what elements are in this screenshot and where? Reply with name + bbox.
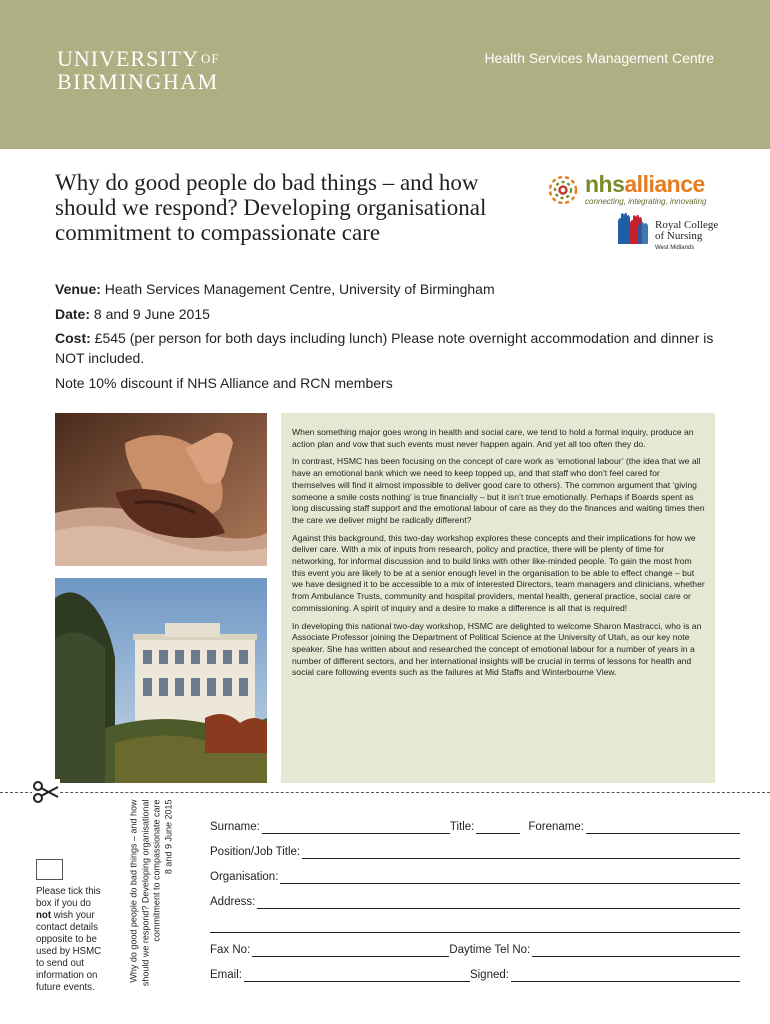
form-row-phone (210, 941, 740, 957)
opt-out-line: opposite to be (36, 934, 97, 945)
university-logo (57, 48, 220, 94)
venue-label: Venue: (55, 281, 101, 297)
form-row-position (210, 843, 740, 859)
title-field[interactable] (476, 821, 520, 834)
page-title: Why do good people do bad things – and how should we respond? Developing organisational commitment to compassionate care (55, 170, 487, 245)
date-value: 8 and 9 June 2015 (90, 306, 210, 322)
description-paragraph-1: When something major goes wrong in health and social care, we tend to hold a formal inquiry, produce an action plan and vow that such events must never happen again. And yet all too often they do. (292, 427, 694, 449)
daytime-tel-field[interactable] (532, 944, 740, 957)
university-name-line2: BIRMINGHAM (57, 69, 219, 94)
opt-out-line: box if you do (36, 898, 91, 909)
forename-field[interactable] (586, 821, 740, 834)
scissors-icon (32, 779, 60, 805)
cost-value: £545 (per person for both days including lunch) Please note overnight accommodation and dinner is NOT included. (55, 330, 714, 366)
signed-label: Signed: (469, 969, 509, 981)
nhs-alliance-emblem-icon (545, 172, 581, 208)
opt-out-line: Please tick this (36, 886, 101, 897)
form-row-address-2 (210, 917, 740, 933)
surname-label: Surname: (210, 821, 260, 833)
rotated-line: should we respond? Developing organisational (140, 799, 150, 987)
form-row-organisation (210, 868, 740, 884)
form-row-names (210, 818, 740, 834)
cost-line (55, 328, 725, 368)
nhs-alliance-logo-text (585, 172, 705, 196)
rotated-line: Why do good people do bad things – and how (128, 799, 139, 983)
date-line (55, 304, 725, 324)
rotated-line: commitment to compassionate care (151, 799, 162, 942)
opt-out-line: to send out (36, 958, 84, 969)
rcn-line1: Royal College (655, 219, 719, 231)
building-photo (55, 578, 267, 783)
organisation-field[interactable] (280, 871, 740, 884)
fax-label: Fax No: (210, 944, 251, 956)
venue-value: Heath Services Management Centre, University of Birmingham (100, 281, 495, 297)
university-of: OF (201, 51, 220, 66)
description-paragraph-4: In developing this national two-day workshop, HSMC are delighted to welcome Sharon Mastracci, who is an Associate Professor joining the Department of Political Science at the University of Utah, as our key note speaker. She has written about and researched the concept of emotional labour for a number of years in a number of different sectors, and her international insights will be crucial in terms of lessons for health and social care following events such as the failures at Mid Staffs and Winterbourne View. (292, 620, 702, 678)
description-paragraph-3: Against this background, this two-day workshop explores these concepts and their implications for how we deliver care. With a mix of inputs from research, policy and practice, there will be plenty of time for networking, for informal discussion and to build links with other like-minded people. To gain the most from this event you are likely to be at a senior enough level in the organisation to be able to effect change – but we have designed it to be accessible to a mix of interested Directors, team managers and clinicians, whether from Ambulance Trusts, community and hospital providers, mental health, general practice, social care or commissioning. A spirit of inquiry and a desire to make a difference is all that is required! (292, 532, 705, 613)
discount-note: Note 10% discount if NHS Alliance and RCN members (55, 375, 393, 391)
title-label: Title: (449, 821, 475, 833)
opt-out-note (36, 886, 116, 994)
not-emphasis: not (36, 910, 52, 921)
date-label: Date: (55, 306, 91, 322)
nhs-text: nhs (585, 171, 625, 197)
rotated-event-title (112, 800, 192, 1015)
form-row-address (210, 893, 740, 909)
fax-field[interactable] (252, 944, 449, 957)
university-name-line1: UNIVERSITY (57, 46, 199, 71)
opt-out-line: future events. (36, 982, 95, 993)
venue-line (55, 279, 725, 299)
building-illustration (55, 578, 267, 783)
form-row-email (210, 966, 740, 982)
cut-line (0, 792, 770, 793)
alliance-text: alliance (624, 171, 705, 197)
opt-out-line: contact details (36, 922, 98, 933)
surname-field[interactable] (262, 821, 450, 834)
address-field-line-2[interactable] (210, 920, 740, 933)
organisation-label: Organisation: (210, 871, 279, 883)
email-label: Email: (210, 969, 242, 981)
centre-name: Health Services Management Centre (484, 50, 714, 66)
hands-photo (55, 413, 267, 566)
address-field[interactable] (257, 896, 740, 909)
position-label: Position/Job Title: (210, 846, 301, 858)
description-paragraph-2: In contrast, HSMC has been focusing on the concept of care work as ‘emotional labour’ (the idea that we all have an emotional bank which we need to keep topped up, and that staff who don’t feel cared for themselves will find it almost impossible to deliver good care to others). The common argument that ‘giving someone a smile costs nothing’ is true financially – but it isn’t true emotionally. Perhaps if Boards spent as long discussing staff support and the emotional labour of care as they do the finances and waiting times then the care we deliver might be radically different? (292, 456, 705, 525)
rcn-line2: of Nursing (655, 230, 703, 242)
email-field[interactable] (244, 969, 470, 982)
daytime-tel-label: Daytime Tel No: (449, 944, 531, 956)
opt-out-line (36, 910, 116, 922)
opt-out-line: used by HSMC (36, 946, 102, 957)
description-panel (281, 413, 715, 783)
address-label: Address: (210, 896, 256, 908)
rcn-sub: West Midlands (655, 245, 695, 251)
opt-out-fragment: wish your (51, 910, 95, 921)
signature-field[interactable] (511, 969, 740, 982)
rotated-line: 8 and 9 June 2015 (163, 799, 173, 875)
opt-out-line: information on (36, 970, 98, 981)
rcn-logo-text (655, 220, 718, 242)
header-band (0, 0, 770, 149)
nhs-alliance-tagline: connecting, integrating, innovating (585, 197, 707, 206)
position-field[interactable] (302, 846, 740, 859)
cost-label: Cost: (55, 330, 91, 346)
partner-logos (545, 170, 725, 260)
hands-illustration (55, 413, 267, 566)
forename-label: Forename: (528, 821, 584, 833)
opt-out-checkbox[interactable] (36, 859, 63, 880)
rcn-hands-icon (615, 210, 651, 246)
